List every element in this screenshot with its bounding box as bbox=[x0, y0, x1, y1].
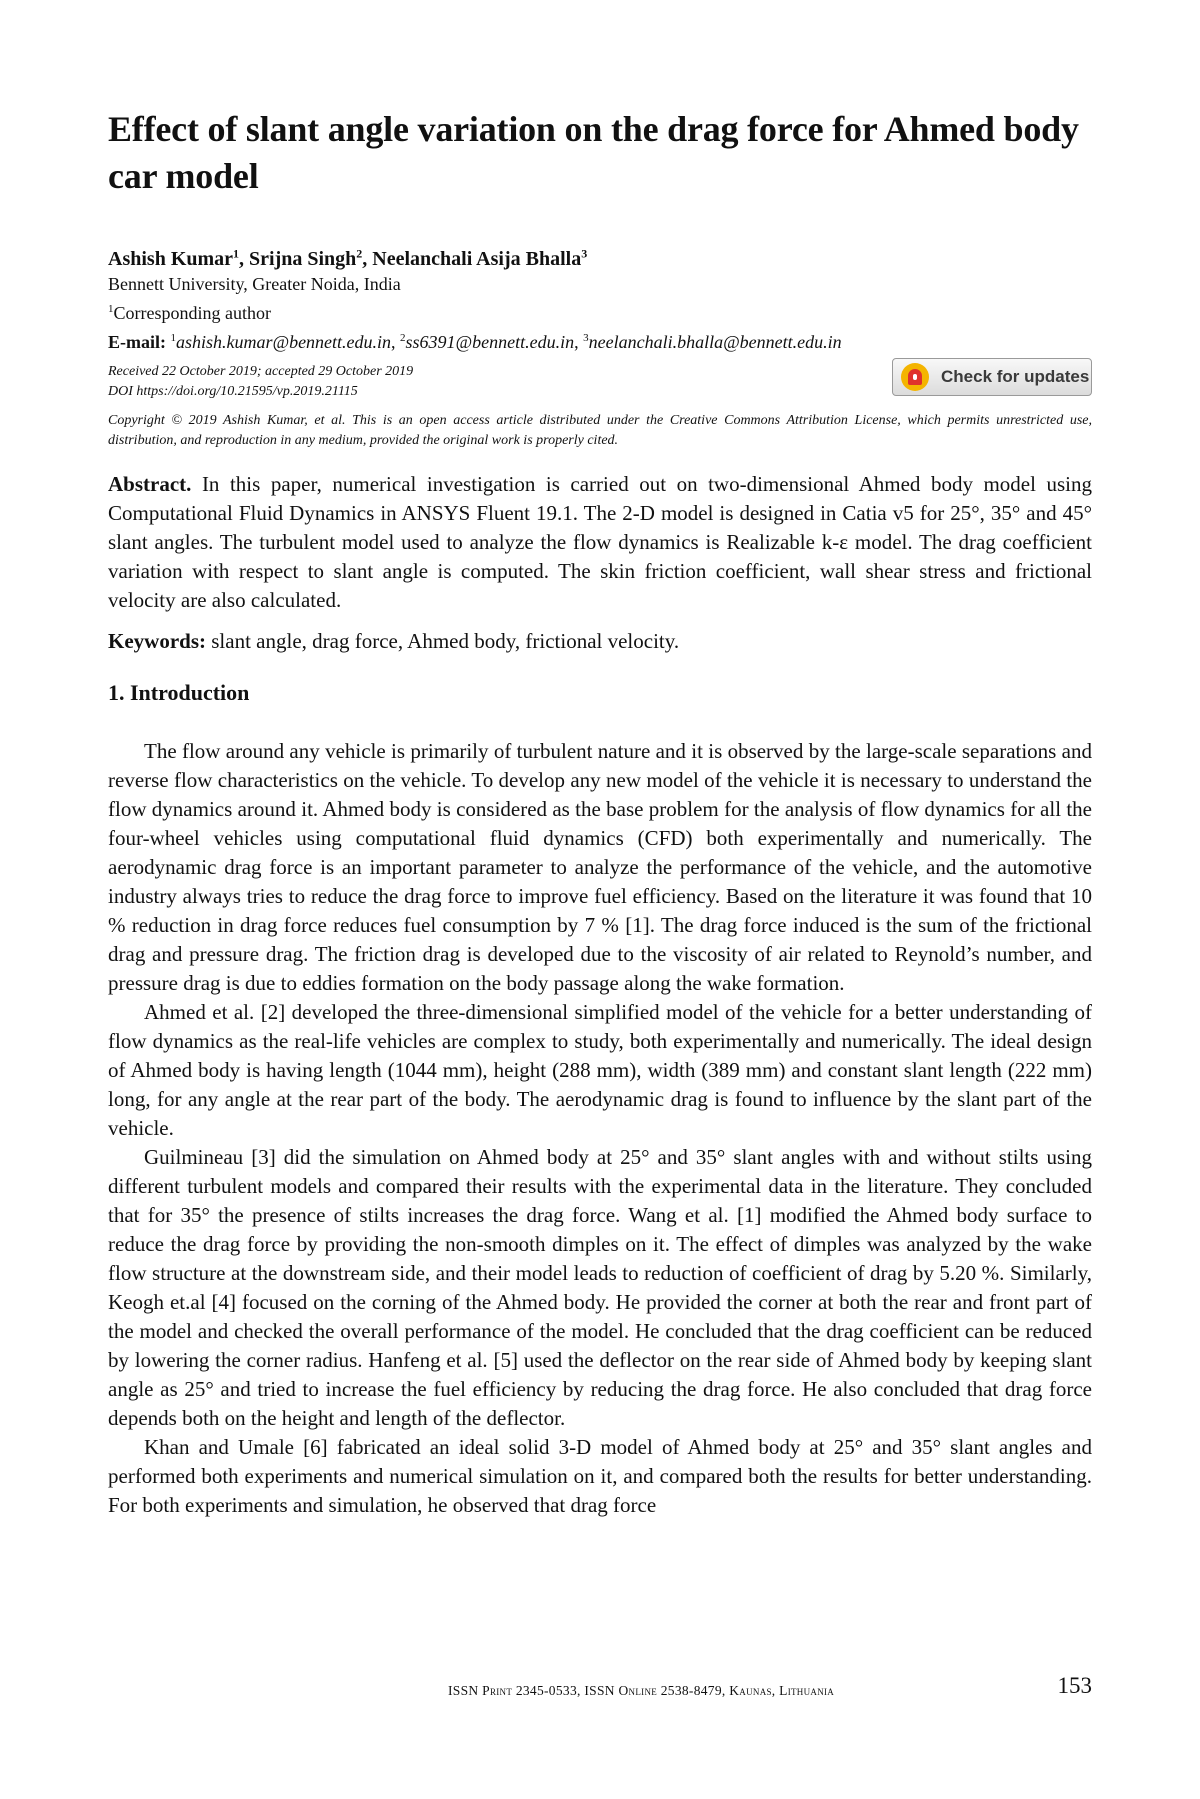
paragraph: Guilmineau [3] did the simulation on Ahmed body at 25° and 35° slant angles with and without stilts using different turbulent models and compared their results with the experimental data in the literature. They concluded that for 35° the presence of stilts increases the drag force. Wang et al. [1] modified the Ahmed body surface to reduce the drag force by providing the non-smooth dimples on it. The effect of dimples was analyzed by the wake flow structure at the downstream side, and their model leads to reduction of coefficient of drag by 5.20 %. Similarly, Keogh et.al [4] focused on the corning of the Ahmed body. He provided the corner at both the rear and front part of the model and checked the overall performance of the model. He concluded that the drag coefficient can be reduced by lowering the corner radius. Hanfeng et al. [5] used the deflector on the rear side of Ahmed body by keeping slant angle as 25° and tried to increase the fuel efficiency by reducing the drag force. He also concluded that drag force depends both on the height and length of the deflector. bbox=[108, 1145, 1092, 1430]
keywords bbox=[108, 627, 1092, 656]
crossmark-icon bbox=[901, 363, 929, 391]
abstract bbox=[108, 470, 1092, 615]
email-label: E-mail: bbox=[108, 332, 166, 352]
author-list bbox=[108, 240, 587, 272]
paragraph: Ahmed et al. [2] developed the three-dimensional simplified model of the vehicle for a better understanding of flow dynamics as the real-life vehicles are complex to study, both experimentally and numerically. The ideal design of Ahmed body is having length (1044 mm), height (288 mm), width (389 mm) and constant slant length (222 mm) long, for any angle at the rear part of the body. The aerodynamic drag is found to influence by the slant part of the vehicle. bbox=[108, 1000, 1092, 1140]
keywords-label: Keywords: bbox=[108, 629, 206, 653]
section-heading: 1. Introduction bbox=[108, 680, 250, 705]
check-for-updates-label: Check for updates bbox=[941, 367, 1090, 386]
affiliation: Bennett University, Greater Noida, India bbox=[108, 274, 401, 294]
affiliation-block bbox=[108, 272, 842, 355]
corresponding-note: $^1$Corresponding author bbox=[108, 303, 271, 323]
received-dates: Received 22 October 2019; accepted 29 October 2019 bbox=[108, 364, 414, 379]
introduction-body bbox=[108, 737, 1092, 1520]
abstract-text: In this paper, numerical investigation is carried out on two-dimensional Ahmed body model using Computational Fluid Dynamics in ANSYS Fluent 19.1. The 2-D model is designed in Catia v5 for 25°, 35° and 45° slant angles. The turbulent model used to analyze the flow dynamics is Realizable k-ε model. The drag coefficient variation with respect to slant angle is computed. The skin friction coefficient, wall shear stress and frictional velocity are also calculated. bbox=[108, 472, 1092, 612]
author: Ashish Kumar$^1$, bbox=[108, 246, 250, 270]
email-line: E-mail: $^1$ashish.kumar@bennett.edu.in, $^2$ss6391@bennett.edu.in, $^3$neelanchali.bhalla@bennett.edu.in bbox=[108, 332, 842, 352]
author: Neelanchali Asija Bhalla$^3$ bbox=[372, 246, 588, 270]
email-link[interactable]: neelanchali.bhalla@bennett.edu.in bbox=[588, 332, 842, 352]
page-number: 153 bbox=[1057, 1673, 1092, 1698]
paragraph: The flow around any vehicle is primarily of turbulent nature and it is observed by the large-scale separations and reverse flow characteristics on the vehicle. To develop any new model of the vehicle it is necessary to understand the flow dynamics around it. Ahmed body is considered as the base problem for the analysis of flow dynamics for all the four-wheel vehicles using computational fluid dynamics (CFD) both experimentally and numerically. The aerodynamic drag force is an important parameter to analyze the performance of the vehicle, and the automotive industry always tries to reduce the drag force to improve fuel efficiency. Based on the literature it was found that 10 % reduction in drag force reduces fuel consumption by 7 % [1]. The drag force induced is the sum of the frictional drag and pressure drag. The friction drag is developed due to the viscosity of air related to Reynold’s number, and pressure drag is due to eddies formation on the body passage along the wake formation. bbox=[108, 739, 1092, 995]
copyright-notice: Copyright © 2019 Ashish Kumar, et al. This is an open access article distributed under the Creative Commons Attribution License, which permits unrestricted use, distribution, and reproduction in any medium, provided the original work is properly cited. bbox=[108, 413, 1092, 448]
email-link[interactable]: ashish.kumar@bennett.edu.in bbox=[176, 332, 392, 352]
footer-issn: ISSN Print 2345-0533, ISSN Online 2538-8479, Kaunas, Lithuania bbox=[448, 1683, 835, 1698]
keywords-text: slant angle, drag force, Ahmed body, frictional velocity. bbox=[211, 629, 680, 653]
paper-title: Effect of slant angle variation on the drag force for Ahmed body car model bbox=[108, 109, 1079, 196]
email-link[interactable]: ss6391@bennett.edu.in bbox=[405, 332, 575, 352]
paragraph: Khan and Umale [6] fabricated an ideal solid 3-D model of Ahmed body at 25° and 35° slant angles and performed both experiments and numerical simulation on it, and compared both the results for better understanding. For both experiments and simulation, he observed that drag force bbox=[108, 1435, 1092, 1517]
author: Srijna Singh$^2$, bbox=[249, 246, 373, 270]
doi-link[interactable]: DOI https://doi.org/10.21595/vp.2019.21115 bbox=[108, 384, 358, 399]
check-for-updates-button[interactable] bbox=[892, 358, 1092, 396]
article-meta bbox=[108, 362, 413, 402]
abstract-label: Abstract. bbox=[108, 472, 192, 496]
